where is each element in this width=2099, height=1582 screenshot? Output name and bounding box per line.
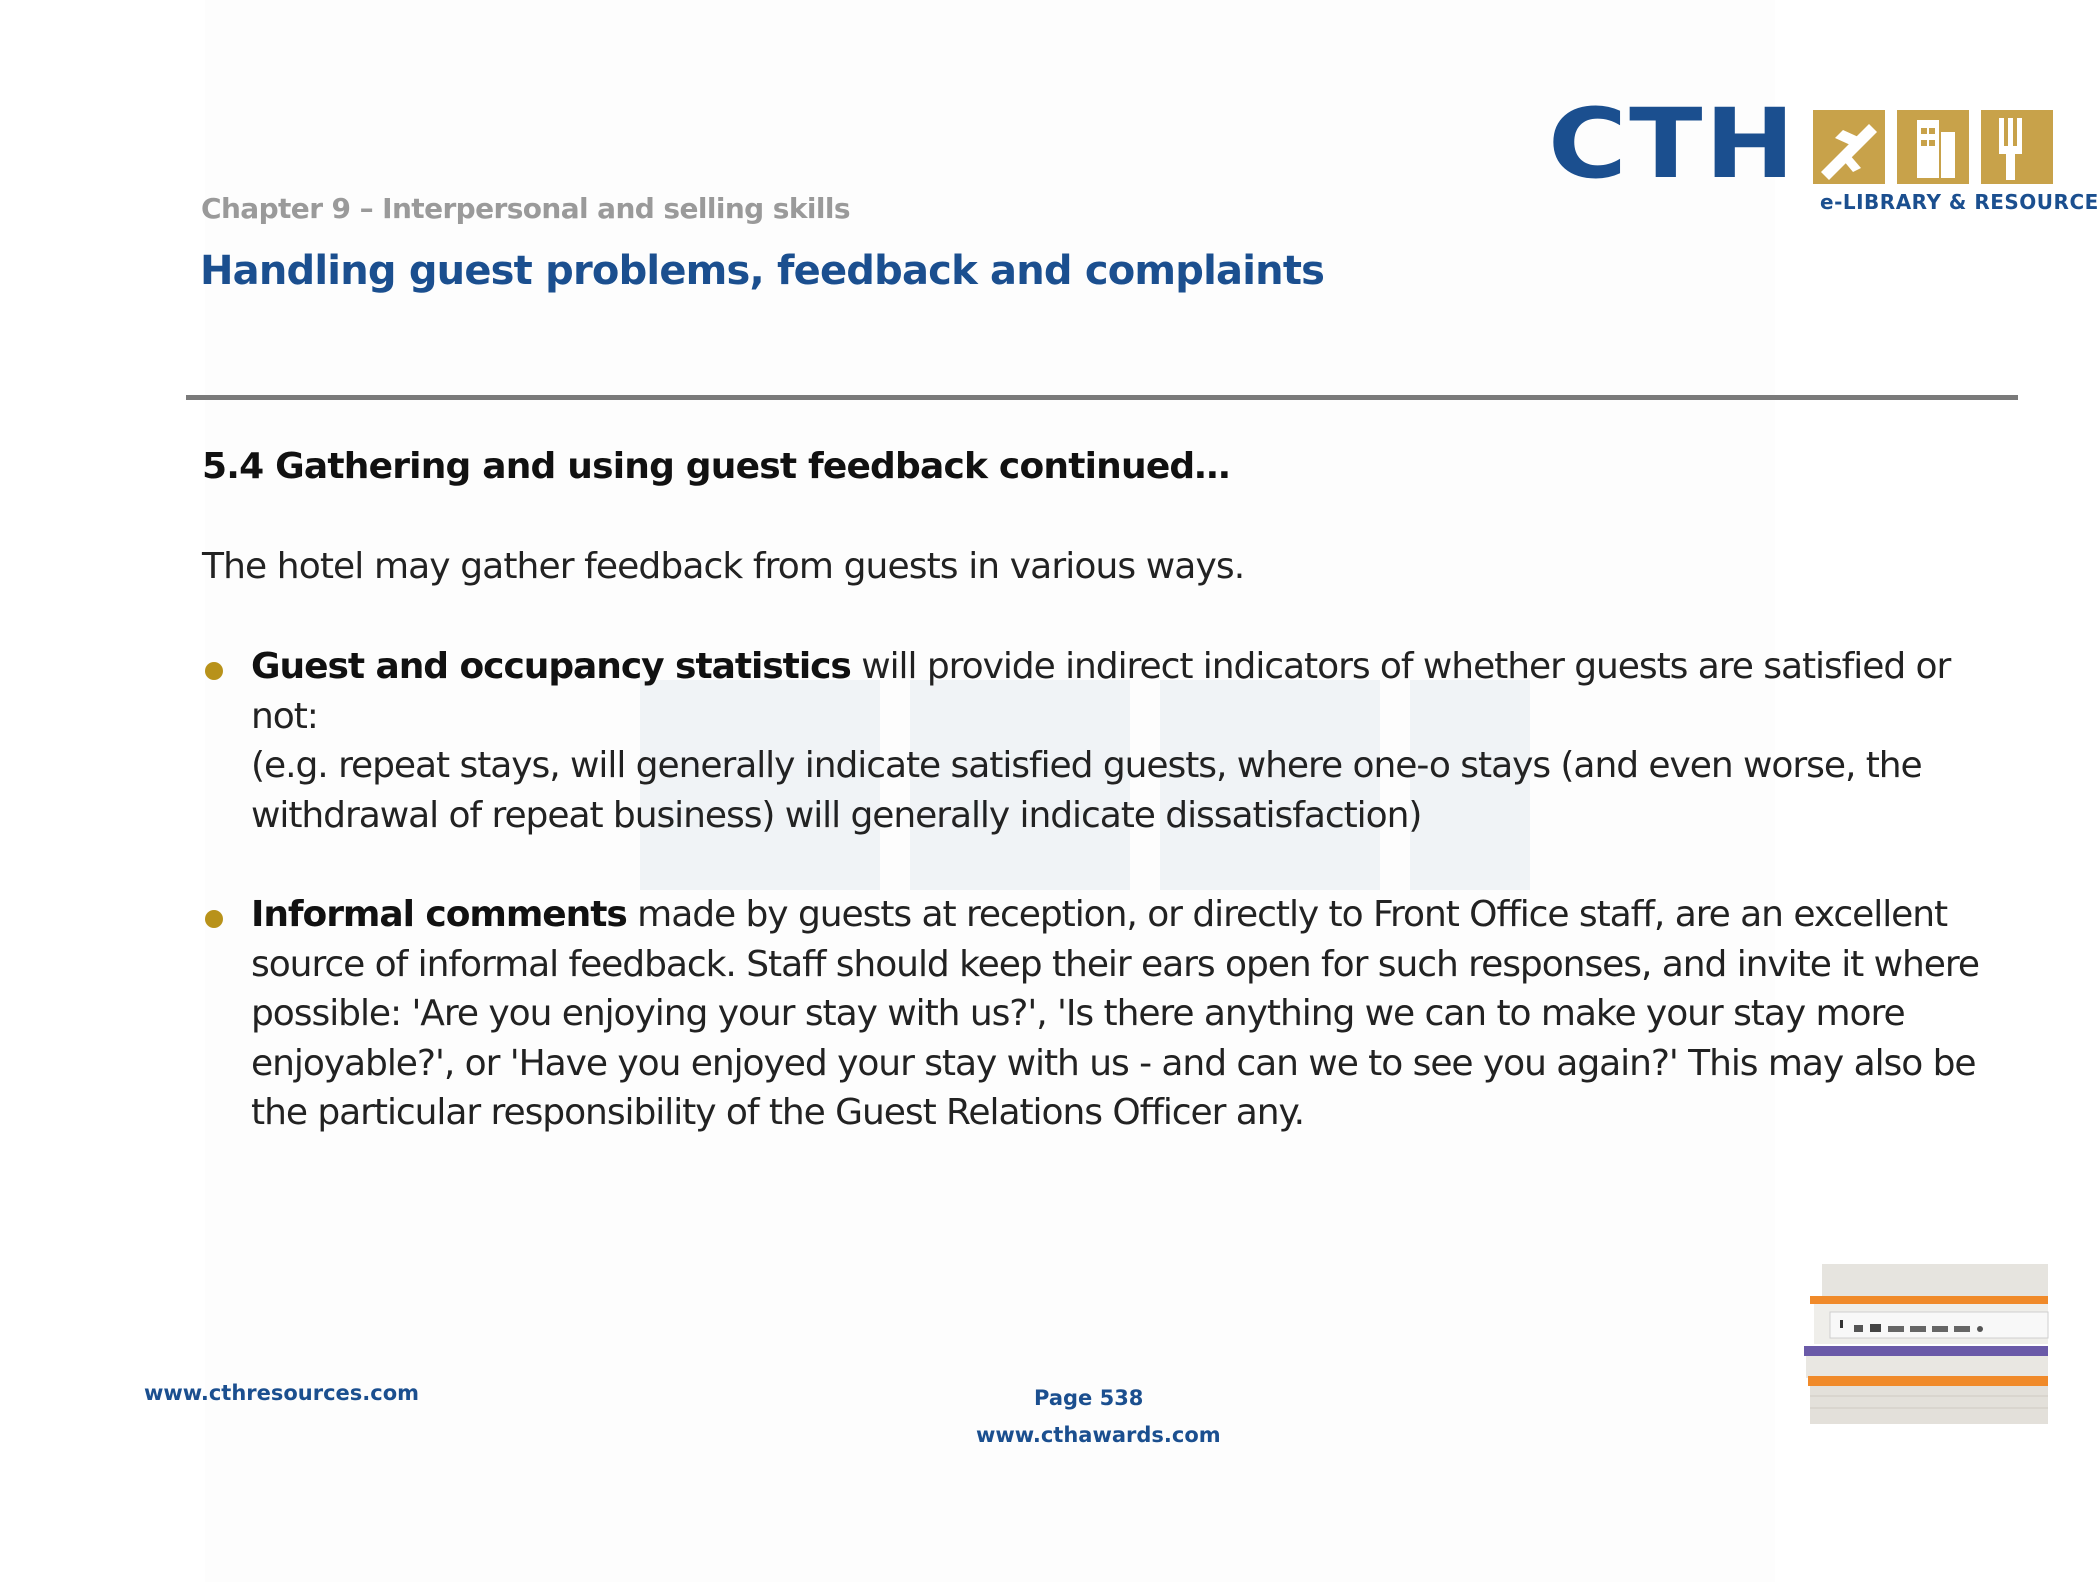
bullet-text-line: possible: 'Are you enjoying your stay with us?', 'Is there anything we can to make your stay more xyxy=(251,993,1905,1034)
page-number: Page 538 xyxy=(1034,1386,1144,1410)
bullet-text-line: source of informal feedback. Staff should keep their ears open for such responses, and invite it where xyxy=(251,943,1979,985)
footer-resources-link[interactable]: www.cthresources.com xyxy=(144,1381,420,1405)
bullet-list xyxy=(200,642,2010,1188)
header-divider xyxy=(186,395,2018,400)
footer-awards-link[interactable]: www.cthawards.com xyxy=(976,1423,1221,1447)
bullet-term: Informal comments xyxy=(251,894,627,935)
logo-tiles-icon xyxy=(1813,110,2053,184)
bullet-text-line: the particular responsibility of the Guest Relations Officer any. xyxy=(251,1092,1305,1133)
section-title: 5.4 Gathering and using guest feedback continued… xyxy=(202,446,1230,487)
cth-logo xyxy=(1548,88,2099,224)
bullet-dot-icon xyxy=(205,662,223,680)
logo-tagline: e-LIBRARY & RESOURCE xyxy=(1820,190,2099,214)
bullet-text-line: enjoyable?', or 'Have you enjoyed your stay with us - and can we to see you again?' This may also be xyxy=(251,1042,1976,1084)
bullet-text-line: will provide indirect indicators of whether guests are satisfied or not: xyxy=(251,646,1951,737)
bullet-term: Guest and occupancy statistics xyxy=(251,646,851,687)
bullet-text-line: withdrawal of repeat business) will generally indicate dissatisfaction) xyxy=(251,794,1422,836)
bullet-item-statistics xyxy=(200,642,2010,840)
intro-paragraph: The hotel may gather feedback from guests in various ways. xyxy=(202,546,1245,587)
bullet-item-informal-comments xyxy=(200,890,2010,1138)
page-title: Handling guest problems, feedback and complaints xyxy=(200,248,1325,294)
bullet-dot-icon xyxy=(205,910,223,928)
bullet-text-line: made by guests at reception, or directly to Front Office staff, are an excellent xyxy=(626,894,1948,935)
logo-wordmark: CTH xyxy=(1548,88,1797,200)
chapter-label: Chapter 9 – Interpersonal and selling skills xyxy=(201,192,850,225)
books-stack-image xyxy=(1800,1262,2048,1432)
bullet-text-line: (e.g. repeat stays, will generally indicate satisfied guests, where one-o stays (and even worse, the xyxy=(251,745,1922,786)
